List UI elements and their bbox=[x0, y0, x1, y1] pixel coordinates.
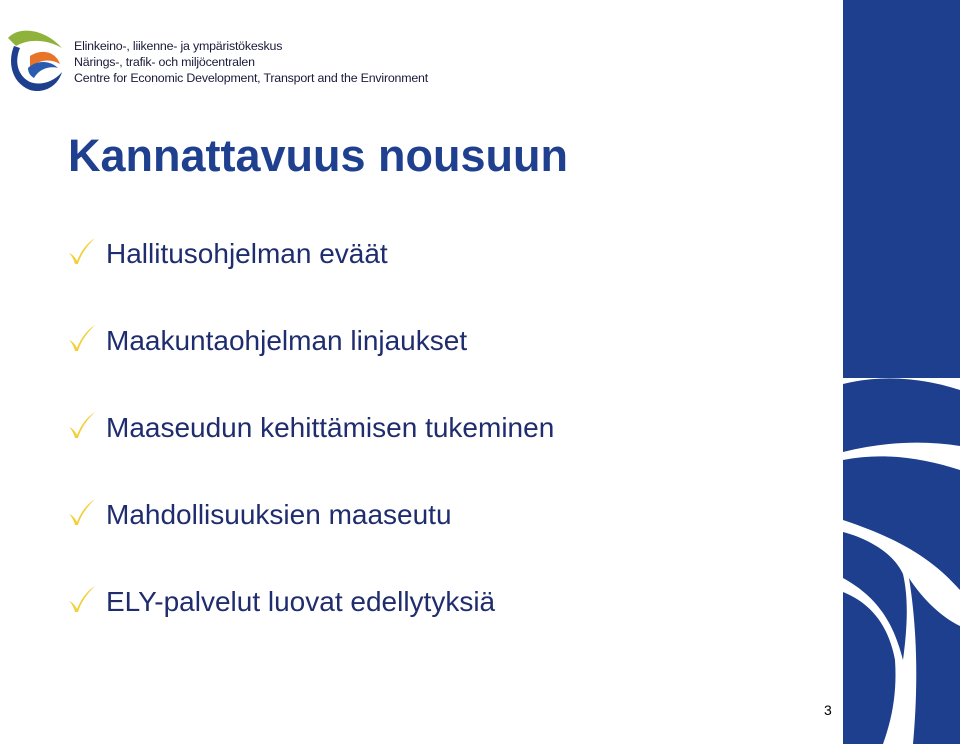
bullet-text: ELY-palvelut luovat edellytyksiä bbox=[106, 586, 496, 617]
checkmark-icon bbox=[66, 410, 96, 440]
checkmark-icon bbox=[66, 584, 96, 614]
bullet-text: Hallitusohjelman eväät bbox=[106, 238, 388, 269]
organization-name bbox=[74, 38, 428, 86]
org-name-swedish: Närings-, trafik- och miljöcentralen bbox=[74, 55, 255, 69]
org-name-finnish: Elinkeino-, liikenne- ja ympäristökeskus bbox=[74, 39, 283, 53]
page-number: 3 bbox=[824, 702, 832, 718]
slide-title: Kannattavuus nousuun bbox=[68, 130, 569, 181]
checkmark-icon bbox=[66, 497, 96, 527]
org-name-english: Centre for Economic Development, Transport and the Environment bbox=[74, 71, 428, 85]
decorative-side-band bbox=[843, 0, 960, 744]
checkmark-icon bbox=[66, 236, 96, 266]
bullet-text: Maaseudun kehittämisen tukeminen bbox=[106, 412, 555, 443]
bullet-text: Maakuntaohjelman linjaukset bbox=[106, 325, 468, 356]
ely-centre-logo-icon bbox=[4, 26, 66, 94]
checkmark-icon bbox=[66, 323, 96, 353]
bullet-text: Mahdollisuuksien maaseutu bbox=[106, 499, 452, 530]
